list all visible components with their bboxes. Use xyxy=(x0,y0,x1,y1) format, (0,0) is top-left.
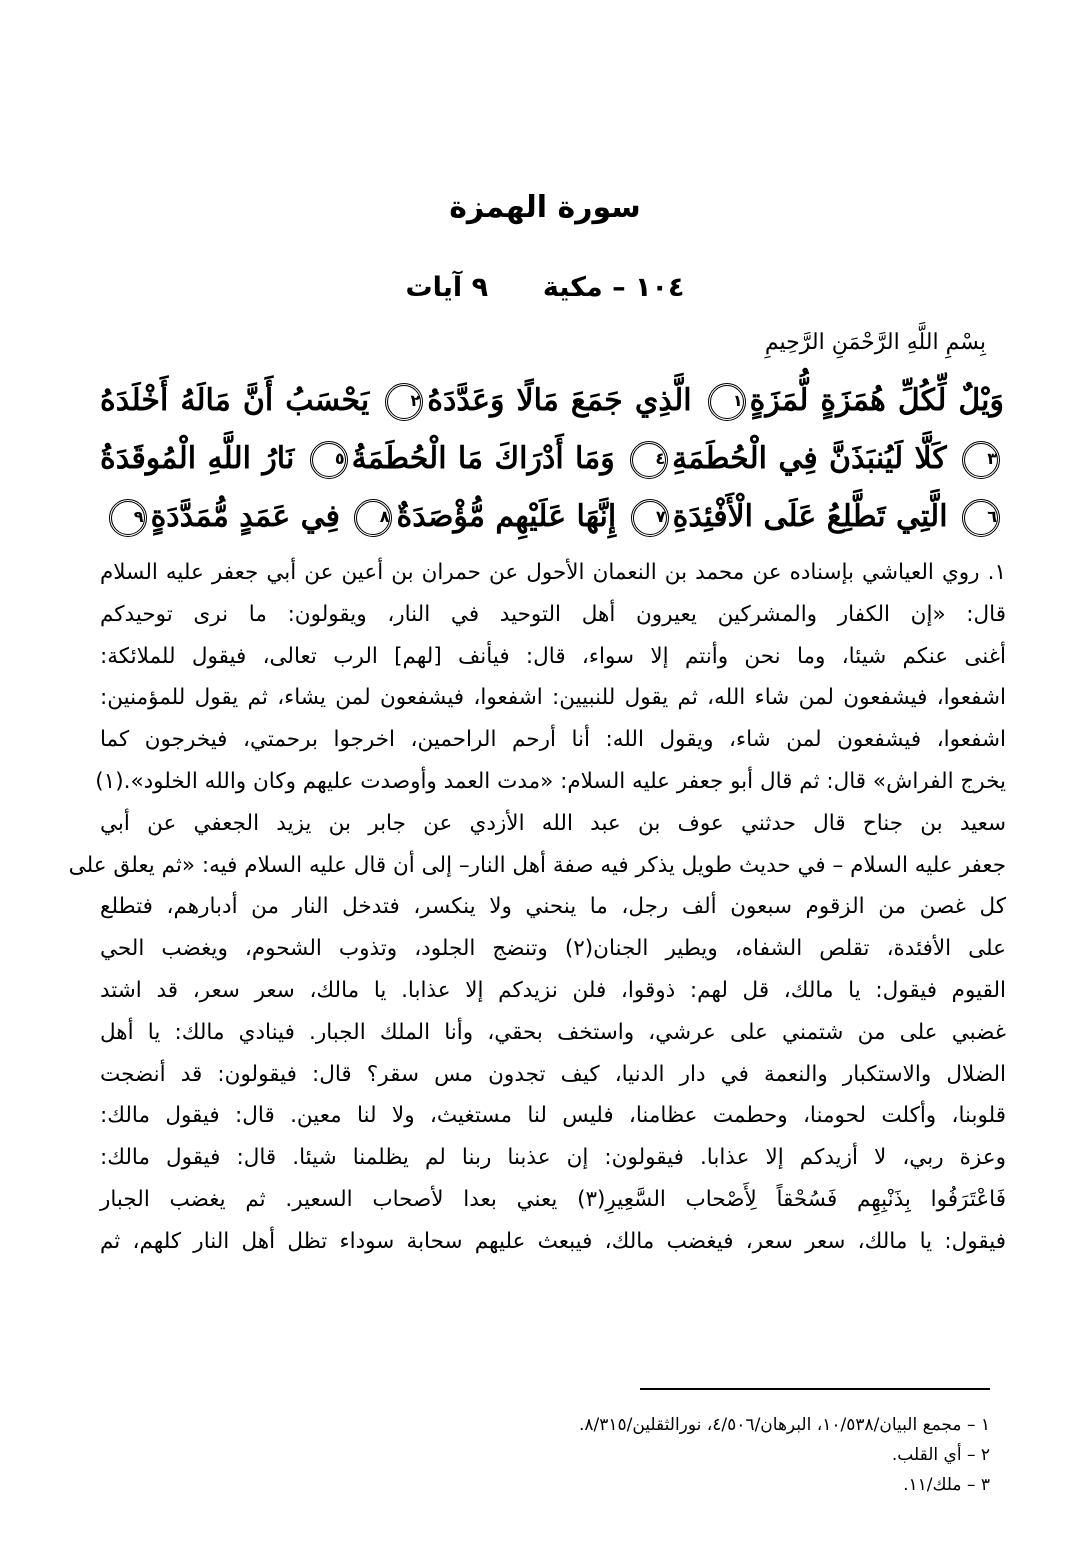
footnote: ١ – مجمع البيان/١٠/٥٣٨، البرهان/٤/٥٠٦، نورالثقلين/٨/٣١٥. xyxy=(578,1415,990,1435)
footnote: ٣ – ملك/١١. xyxy=(903,1475,990,1495)
verse-text: الَّذِي جَمَعَ مَالًا وَعَدَّدَهُ xyxy=(427,383,692,418)
commentary-line: وعزة ربي، لا أزيدكم إلا عذابا. فيقولون: إن عذبنا ربنا لم يظلمنا شيئا. قال: فيقول مالك: xyxy=(100,1145,1006,1171)
commentary-line: كل غصن من الزقوم سبعون ألف رجل، ما ينحني ولا ينكسر، فتدخل النار من أدبارهم، فتطلع xyxy=(100,894,1006,920)
verse-number-marker: ٤ xyxy=(630,441,668,479)
verse-number-marker: ٧ xyxy=(631,499,669,537)
verse-text: وَيْلٌ لِّكُلِّ هُمَزَةٍ لُّمَزَةٍ xyxy=(749,383,1004,418)
commentary-line: فَاعْتَرَفُوا بِذَنْبِهِم فَسُحْقاً لِأَصْحاب السَّعِيرِ(٣) يعني بعدا لأصحاب السعير. ثم يغضب الجبار xyxy=(100,1186,1006,1212)
verse-text: يَحْسَبُ أَنَّ مَالَهُ أَخْلَدَهُ xyxy=(100,383,370,418)
commentary-line: على الأفئدة، تقلص الشفاه، ويطير الجنان(٢) وتنضج الجلود، وتذوب الشحوم، ويغضب الحي xyxy=(100,936,1006,962)
commentary-line: الضلال والاستكبار والنعمة في دار الدنيا، كيف تجدون مس سقر؟ قال: فيقولون: قد أنضجت xyxy=(100,1061,1006,1087)
verse-text: نَارُ اللَّهِ الْمُوقَدَةُ xyxy=(100,441,295,476)
commentary-body xyxy=(68,552,1006,1263)
quran-verses xyxy=(100,372,1004,546)
commentary-line: يخرج الفراش» قال: ثم قال أبو جعفر عليه السلام: «مدت العمد وأوصدت عليهم وكان والله الخلود».(١) xyxy=(95,768,1006,794)
commentary-line: جعفر عليه السلام – في حديث طويل يذكر فيه صفة أهل النار– إلى أن قال عليه السلام فيه: «ثم يعلق على xyxy=(68,852,1006,878)
commentary-line: اشفعوا، فيشفعون لمن شاء الله، ثم يقول للنبيين: اشفعوا، فيشفعون لمن يشاء، ثم يقول للمؤمنين: xyxy=(100,685,1006,711)
verse-number-marker: ٩ xyxy=(109,499,147,537)
verse-number-marker: ٣ xyxy=(962,441,1000,479)
footnote-divider xyxy=(640,1388,990,1390)
verse-number-marker: ٦ xyxy=(962,499,1000,537)
verse-number-marker: ٢ xyxy=(385,383,423,421)
basmala: بِسْمِ اللَّهِ الرَّحْمَنِ الرَّحِيمِ xyxy=(764,330,986,355)
verse-text: إِنَّهَا عَلَيْهِم مُّؤْصَدَةٌ xyxy=(396,499,617,534)
surah-title: سورة الهمزة xyxy=(449,190,641,225)
commentary-line: فيقول: يا مالك، سعر سعر، فيغضب مالك، فيبعث عليهم سحابة سوداء تظل أهل النار كلهم، ثم xyxy=(100,1228,1006,1254)
verse-number-marker: ١ xyxy=(708,383,746,421)
verse-text: وَمَا أَدْرَاكَ مَا الْحُطَمَةُ xyxy=(351,441,615,476)
commentary-line: القيوم فيقول: يا مالك، قل لهم: ذوقوا، فلن نزيدكم إلا عذابا. يا مالك، سعر سعر، قد اشتد xyxy=(100,977,1006,1003)
commentary-line: غضبي على من شتمني على عرشي، واستخف بحقي، وأنا الملك الجبار. فينادي مالك: يا أهل xyxy=(100,1019,1006,1045)
commentary-line: قلوبنا، وأكلت لحومنا، وحطمت عظامنا، فليس لنا مستغيث، ولا لنا معين. قال: فيقول مالك: xyxy=(100,1103,1006,1129)
verse-text: كَلَّا لَيُنبَذَنَّ فِي الْحُطَمَةِ xyxy=(672,441,947,476)
footnotes xyxy=(390,1410,990,1500)
commentary-line: سعيد بن جناح قال حدثني عوف بن عبد الله الأزدي عن جابر بن يزيد الجعفي عن أبي xyxy=(100,810,1006,836)
verse-number-marker: ٥ xyxy=(310,441,348,479)
verse-number-marker: ٨ xyxy=(354,499,392,537)
surah-meta xyxy=(0,272,1090,303)
commentary-line: قال: «إن الكفار والمشركين يعيرون أهل التوحيد في النار، ويقولون: ما نرى توحيدكم xyxy=(100,601,1006,627)
surah-verse-count: ٩ آيات xyxy=(405,272,489,303)
commentary-line: اشفعوا، فيشفعون لمن شاء، ويقول الله: أنا أرحم الراحمين، اخرجوا برحمتي، فيخرجون كما xyxy=(100,727,1006,753)
verse-text: فِي عَمَدٍ مُّمَدَّدَةٍ xyxy=(150,499,341,534)
footnote: ٢ – أي القلب. xyxy=(891,1445,990,1465)
commentary-line: أغنى عنكم شيئا، وما نحن وأنتم إلا سواء، قال: فيأنف [لهم] الرب تعالى، فيقول للملائكة: xyxy=(100,643,1006,669)
verse-text: الَّتِي تَطَّلِعُ عَلَى الْأَفْئِدَةِ xyxy=(672,499,948,534)
commentary-line: ١. روي العياشي بإسناده عن محمد بن النعمان الأحول عن حمران بن أعين عن أبي جعفر عليه السلام xyxy=(100,560,1006,585)
surah-number-type: ١٠٤ – مكية xyxy=(542,272,685,303)
